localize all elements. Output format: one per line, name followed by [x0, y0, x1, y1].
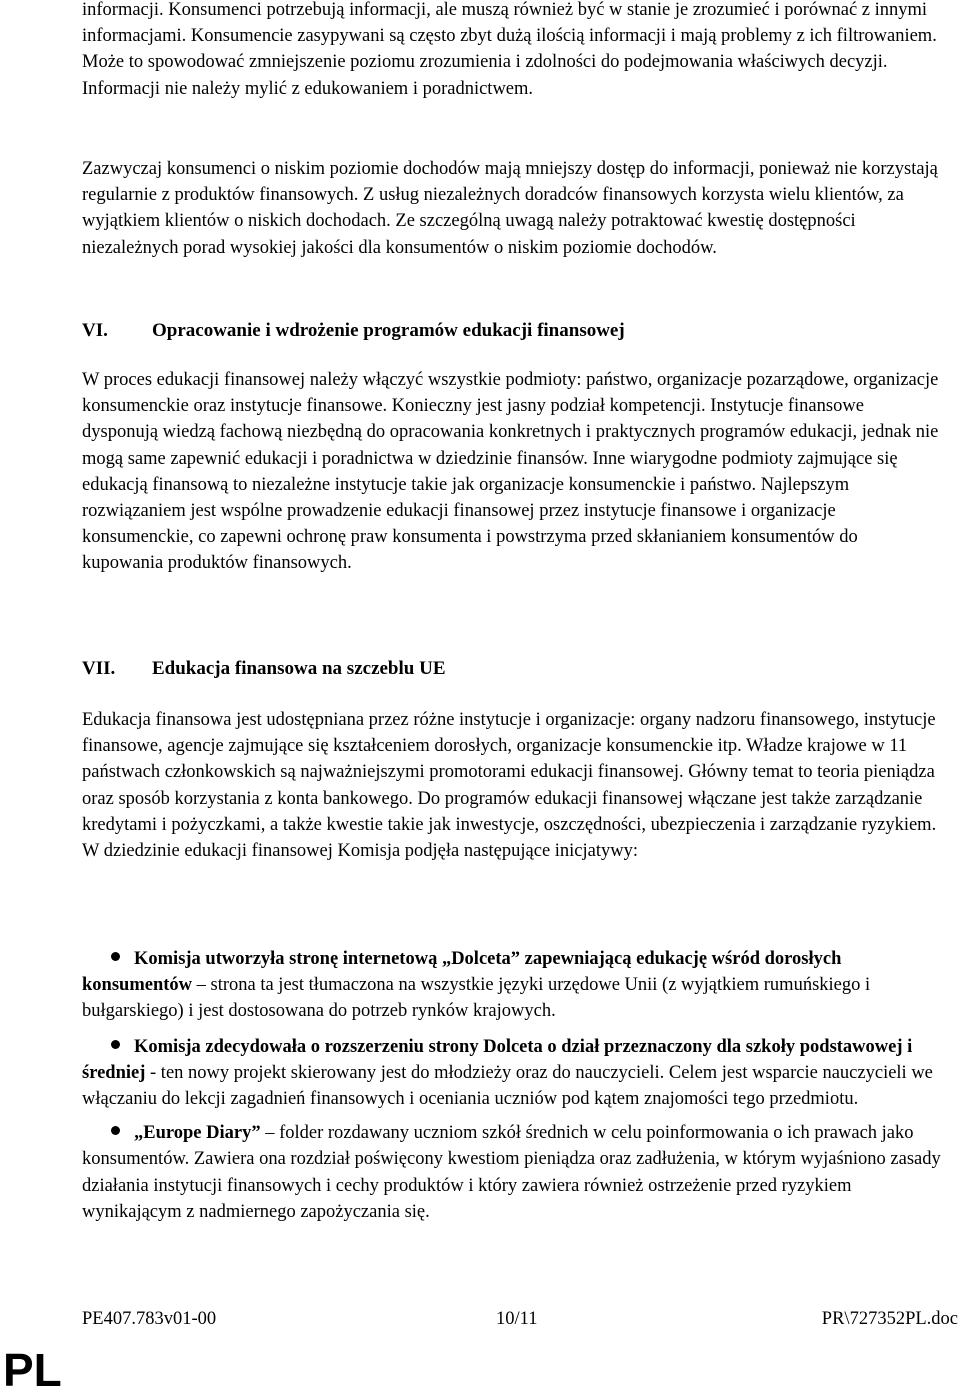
- bullet-icon: [111, 952, 120, 961]
- section-7-title: Edukacja finansowa na szczeblu UE: [152, 658, 446, 679]
- section-6-title: Opracowanie i wdrożenie programów edukacji finansowej: [152, 320, 625, 341]
- section-7-body: Edukacja finansowa jest udostępniana przez różne instytucje i organizacje: organy nadzoru finansowego, instytucje finansowe, agencje zajmujące się kształceniem dorosłych, organizacje konsumenckie itp. Władze krajowe w 11 państwach członkowskich są najważniejszymi promotorami edukacji finansowej. Główny temat to teoria pieniądza oraz sposób korzystania z konta bankowego. Do programów edukacji finansowej włączane jest także zarządzanie kredytami i pożyczkami, a także kwestie takie jak inwestycje, oszczędności, ubezpieczenia i zarządzanie ryzykiem. W dziedzinie edukacji finansowej Komisja podjęła następujące inicjatywy:: [82, 710, 937, 862]
- bullet-bold-text: Komisja zdecydowała o rozszerzeniu strony Dolceta o dział przeznaczony dla szkoły podstawowej i średniej: [82, 1036, 913, 1083]
- section-6-body: W proces edukacji finansowej należy włączyć wszystkie podmioty: państwo, organizacje pozarządowe, organizacje konsumenckie oraz instytucje finansowe. Konieczny jest jasny podział kompetencji. Instytucje finansowe dysponują wiedzą fachową niezbędną do opracowania konkretnych i praktycznych programów edukacji, jednak nie mogą same zapewnić edukacji i poradnictwa w dziedzinie finansów. Inne wiarygodne podmioty zajmujące się edukacją finansową to niezależne instytucje takie jak organizacje konsumenckie i państwo. Najlepszym rozwiązaniem jest wspólne prowadzenie edukacji finansowej przez instytucje finansowe i organizacje konsumenckie, co zapewni ochronę praw konsumenta i powstrzyma przed skłanianiem konsumentów do kupowania produktów finansowych.: [82, 370, 939, 574]
- bullet-text: – strona ta jest tłumaczona na wszystkie języki urzędowe Unii (z wyjątkiem rumuńskiego i bułgarskiego) i jest dostosowana do potrzeb rynków krajowych.: [82, 975, 871, 1022]
- section-7-number: VII.: [82, 658, 116, 679]
- list-item: [82, 1034, 942, 1113]
- bullet-bold-text: „Europe Diary”: [134, 1123, 261, 1144]
- bullet-bold-text: Komisja utworzyła stronę internetową „Dolceta” zapewniającą edukację wśród dorosłych konsumentów: [82, 949, 842, 996]
- language-code: PL: [3, 1344, 62, 1396]
- low-income-paragraph: Zazwyczaj konsumenci o niskim poziomie dochodów mają mniejszy dostęp do informacji, ponieważ nie korzystają regularnie z produktów finansowych. Z usług niezależnych doradców finansowych korzysta wielu klientów, za wyjątkiem klientów o niskich dochodach. Ze szczególną uwagą należy potraktować kwestię dostępności niezależnych porad wysokiej jakości dla konsumentów o niskim poziomie dochodów.: [82, 159, 938, 258]
- bullet-icon: [111, 1040, 120, 1049]
- bullet-text: - ten nowy projekt skierowany jest do młodzieży oraz do nauczycieli. Celem jest wsparcie nauczycieli we włączaniu do lekcji zagadnień finansowych i oceniania uczniów pod kątem znajomości tego przedmiotu.: [82, 1062, 933, 1110]
- bullet-text: – folder rozdawany uczniom szkół średnich w celu poinformowania o ich prawach jako konsumentów. Zawiera ona rozdział poświęcony kwestiom pieniądza oraz zadłużenia, w którym wyjaśniono zasady działania instytucji finansowych i cechy produktów i który zawiera również ostrzeżenie przed ryzykiem wynikającym z nadmiernego zapożyczania się.: [82, 1123, 941, 1222]
- section-6-heading: [82, 318, 625, 344]
- list-item: [82, 946, 942, 1025]
- document-reference: PE407.783v01-00: [82, 1309, 217, 1329]
- intro-paragraph: informacji. Konsumenci potrzebują informacji, ale muszą również być w stanie je zrozumieć i porównać z innymi informacjami. Konsumencie zasypywani są często zbyt dużą ilością informacji i mają problemy z ich filtrowaniem. Może to spowodować zmniejszenie poziomu zrozumienia i zdolności do podejmowania właściwych decyzji. Informacji nie należy mylić z edukowaniem i poradnictwem.: [82, 0, 937, 99]
- page-footer: [82, 1306, 958, 1332]
- bullet-icon: [111, 1126, 120, 1135]
- section-7-heading: [82, 656, 446, 682]
- section-6-number: VI.: [82, 320, 108, 341]
- file-name: PR\727352PL.doc: [821, 1309, 958, 1329]
- page-number: 10/11: [496, 1309, 538, 1329]
- list-item: [82, 1120, 942, 1225]
- initiatives-list: [82, 946, 942, 1234]
